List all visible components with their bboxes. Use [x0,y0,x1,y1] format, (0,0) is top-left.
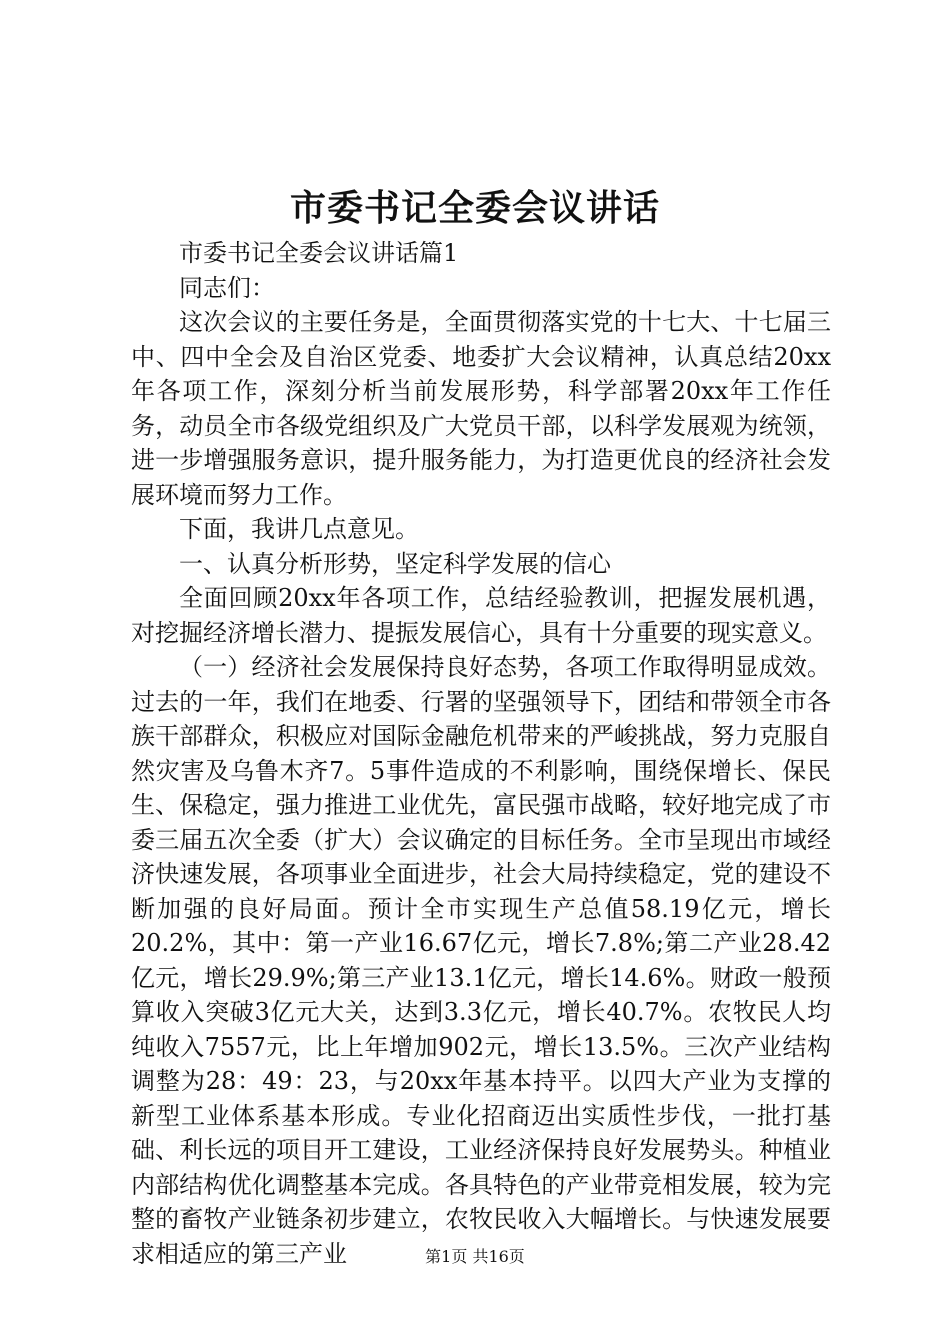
paragraph-intro: 这次会议的主要任务是，全面贯彻落实党的十七大、十七届三中、四中全会及自治区党委、地委扩大会议精神，认真总结20xx年各项工作，深刻分析当前发展形势，科学部署20xx年工作任务，动员全市各级党组织及广大党员干部，以科学发展观为统领，进一步增强服务意识，提升服务能力，为打造更优良的经济社会发展环境而努力工作。 [131,308,831,509]
document-title: 市委书记全委会议讲话 [289,187,660,229]
section-heading-1: 一、认真分析形势，坚定科学发展的信心 [179,549,611,578]
paragraph-subsection-1: （一）经济社会发展保持良好态势，各项工作取得明显成效。过去的一年，我们在地委、行署的坚强领导下，团结和带领全市各族干部群众，积极应对国际金融危机带来的严峻挑战，努力克服自然灾害及乌鲁木齐7。5事件造成的不利影响，围绕保增长、保民生、保稳定，强力推进工业优先，富民强市战略，较好地完成了市委三届五次全委（扩大）会议确定的目标任务。全市呈现出市域经济快速发展，各项事业全面进步，社会大局持续稳定，党的建设不断加强的良好局面。预计全市实现生产总值58.19亿元，增长20.2%，其中：第一产业16.67亿元，增长7.8%;第二产业28.42亿元，增长29.9%;第三产业13.1亿元，增长14.6%。财政一般预算收入突破3亿元大关，达到3.3亿元，增长40.7%。农牧民人均纯收入7557元，比上年增加902元，增长13.5%。三次产业结构调整为28：49：23，与20xx年基本持平。以四大产业为支撑的新型工业体系基本形成。专业化招商迈出实质性步伐，一批打基础、利长远的项目开工建设，工业经济保持良好发展势头。种植业内部结构优化调整基本完成。各具特色的产业带竞相发展，较为完整的畜牧产业链条初步建立，农牧民收入大幅增长。与快速发展要求相适应的第三产业 [131,653,831,1268]
paragraph-heading: 市委书记全委会议讲话篇1 [179,239,459,267]
document-body [131,236,831,1271]
page-footer: 第1页 共16页 [425,1247,525,1266]
paragraph-transition: 下面，我讲几点意见。 [179,515,419,543]
paragraph-salutation: 同志们： [179,273,275,302]
paragraph-review: 全面回顾20xx年各项工作，总结经验教训，把握发展机遇，对挖掘经济增长潜力、提振发展信心，具有十分重要的现实意义。 [131,584,831,647]
